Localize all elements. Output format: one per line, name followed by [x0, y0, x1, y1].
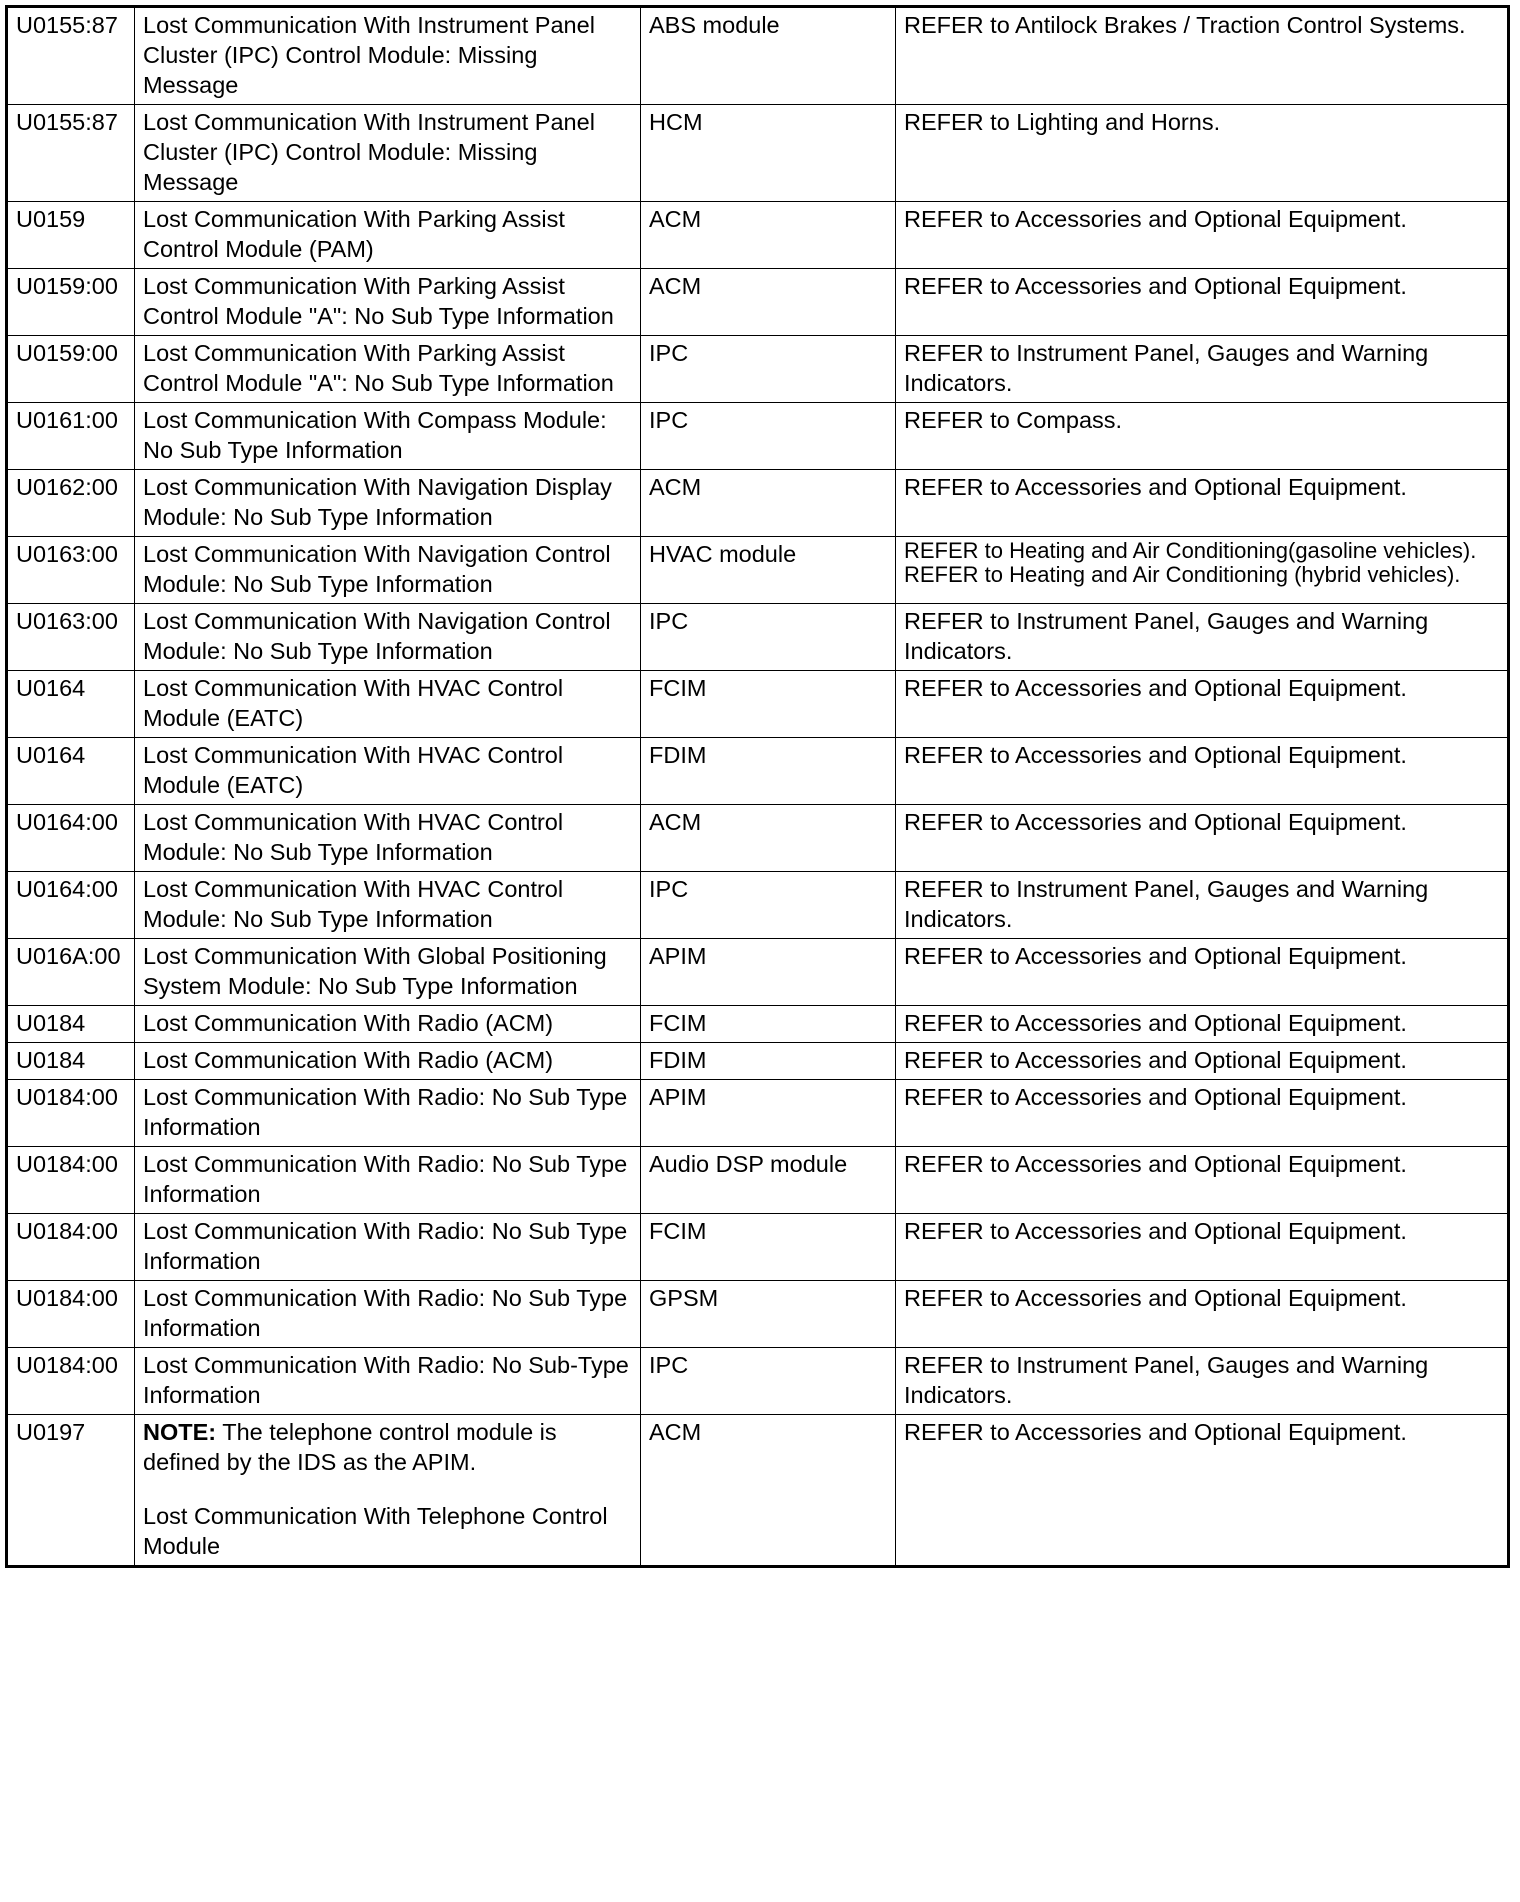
- dtc-module: FDIM: [641, 738, 896, 805]
- dtc-description: Lost Communication With Radio: No Sub Type Information: [135, 1147, 641, 1214]
- dtc-description: Lost Communication With Radio: No Sub Type Information: [135, 1281, 641, 1348]
- dtc-module: FDIM: [641, 1043, 896, 1080]
- table-row: [7, 738, 1509, 805]
- dtc-module: Audio DSP module: [641, 1147, 896, 1214]
- table-row: [7, 1415, 1509, 1567]
- dtc-module: IPC: [641, 336, 896, 403]
- dtc-action: REFER to Instrument Panel, Gauges and Warning Indicators.: [896, 872, 1509, 939]
- dtc-module: IPC: [641, 604, 896, 671]
- dtc-code: U0184:00: [7, 1147, 135, 1214]
- dtc-description: Lost Communication With Parking Assist Control Module "A": No Sub Type Information: [135, 269, 641, 336]
- dtc-description: Lost Communication With HVAC Control Module: No Sub Type Information: [135, 805, 641, 872]
- dtc-module: IPC: [641, 1348, 896, 1415]
- dtc-module: ACM: [641, 1415, 896, 1567]
- table-row: [7, 1281, 1509, 1348]
- dtc-description: Lost Communication With Radio (ACM): [135, 1006, 641, 1043]
- dtc-action: REFER to Accessories and Optional Equipment.: [896, 805, 1509, 872]
- dtc-description: Lost Communication With Radio: No Sub-Type Information: [135, 1348, 641, 1415]
- dtc-action: REFER to Instrument Panel, Gauges and Warning Indicators.: [896, 336, 1509, 403]
- dtc-code: U0162:00: [7, 470, 135, 537]
- dtc-description: Lost Communication With Navigation Display Module: No Sub Type Information: [135, 470, 641, 537]
- dtc-action: REFER to Accessories and Optional Equipment.: [896, 1214, 1509, 1281]
- dtc-description: Lost Communication With HVAC Control Module (EATC): [135, 738, 641, 805]
- dtc-description: Lost Communication With Radio: No Sub Type Information: [135, 1080, 641, 1147]
- dtc-code: U0184: [7, 1006, 135, 1043]
- dtc-action: REFER to Instrument Panel, Gauges and Warning Indicators.: [896, 1348, 1509, 1415]
- dtc-description-cell: [135, 1415, 641, 1567]
- dtc-module: HCM: [641, 105, 896, 202]
- dtc-code: U0164: [7, 671, 135, 738]
- table-row: [7, 403, 1509, 470]
- dtc-code: U0159:00: [7, 269, 135, 336]
- dtc-action: REFER to Compass.: [896, 403, 1509, 470]
- table-row: [7, 872, 1509, 939]
- table-row: [7, 1348, 1509, 1415]
- dtc-code: U0184:00: [7, 1080, 135, 1147]
- dtc-description: Lost Communication With Navigation Control Module: No Sub Type Information: [135, 537, 641, 604]
- table-row: [7, 470, 1509, 537]
- dtc-module: IPC: [641, 403, 896, 470]
- dtc-module: APIM: [641, 1080, 896, 1147]
- dtc-module: FCIM: [641, 1006, 896, 1043]
- dtc-code: U0184: [7, 1043, 135, 1080]
- dtc-module: ACM: [641, 805, 896, 872]
- note-label: NOTE:: [143, 1419, 217, 1445]
- dtc-code: U0184:00: [7, 1348, 135, 1415]
- dtc-description: Lost Communication With Parking Assist Control Module (PAM): [135, 202, 641, 269]
- dtc-description: Lost Communication With HVAC Control Module: No Sub Type Information: [135, 872, 641, 939]
- table-row: [7, 336, 1509, 403]
- dtc-table: [5, 5, 1510, 1568]
- dtc-module: FCIM: [641, 1214, 896, 1281]
- table-row: [7, 1214, 1509, 1281]
- dtc-description: Lost Communication With Parking Assist Control Module "A": No Sub Type Information: [135, 336, 641, 403]
- dtc-action: REFER to Accessories and Optional Equipment.: [896, 738, 1509, 805]
- dtc-module: FCIM: [641, 671, 896, 738]
- dtc-action: REFER to Accessories and Optional Equipment.: [896, 1415, 1509, 1567]
- table-row: [7, 805, 1509, 872]
- table-row: [7, 1147, 1509, 1214]
- dtc-description: Lost Communication With Instrument Panel Cluster (IPC) Control Module: Missing Message: [135, 105, 641, 202]
- dtc-description: Lost Communication With Global Positioning System Module: No Sub Type Information: [135, 939, 641, 1006]
- dtc-code: U0197: [7, 1415, 135, 1567]
- dtc-description: Lost Communication With Radio (ACM): [135, 1043, 641, 1080]
- dtc-code: U0163:00: [7, 604, 135, 671]
- table-row: [7, 1006, 1509, 1043]
- dtc-action: REFER to Accessories and Optional Equipment.: [896, 671, 1509, 738]
- dtc-description: Lost Communication With Telephone Control Module: [143, 1503, 608, 1559]
- dtc-code: U0159:00: [7, 336, 135, 403]
- dtc-action: REFER to Accessories and Optional Equipment.: [896, 470, 1509, 537]
- table-row: [7, 202, 1509, 269]
- dtc-module: ACM: [641, 202, 896, 269]
- dtc-action: REFER to Accessories and Optional Equipment.: [896, 1080, 1509, 1147]
- table-row: [7, 604, 1509, 671]
- dtc-module: IPC: [641, 872, 896, 939]
- dtc-action: REFER to Accessories and Optional Equipment.: [896, 1006, 1509, 1043]
- dtc-module: ACM: [641, 269, 896, 336]
- dtc-action: REFER to Heating and Air Conditioning(gasoline vehicles). REFER to Heating and Air Conditioning (hybrid vehicles).: [896, 537, 1509, 604]
- dtc-action: REFER to Accessories and Optional Equipment.: [896, 939, 1509, 1006]
- table-row: [7, 269, 1509, 336]
- table-row: [7, 1043, 1509, 1080]
- dtc-action: REFER to Accessories and Optional Equipment.: [896, 1281, 1509, 1348]
- dtc-description: Lost Communication With Navigation Control Module: No Sub Type Information: [135, 604, 641, 671]
- table-row: [7, 939, 1509, 1006]
- dtc-action: REFER to Instrument Panel, Gauges and Warning Indicators.: [896, 604, 1509, 671]
- dtc-module: ABS module: [641, 7, 896, 105]
- dtc-code: U0161:00: [7, 403, 135, 470]
- table-row: [7, 105, 1509, 202]
- table-row: [7, 671, 1509, 738]
- dtc-action: REFER to Accessories and Optional Equipment.: [896, 1043, 1509, 1080]
- dtc-module: ACM: [641, 470, 896, 537]
- dtc-code: U0159: [7, 202, 135, 269]
- dtc-code: U0164:00: [7, 872, 135, 939]
- dtc-action: REFER to Accessories and Optional Equipment.: [896, 1147, 1509, 1214]
- table-row: [7, 1080, 1509, 1147]
- dtc-action: REFER to Accessories and Optional Equipment.: [896, 202, 1509, 269]
- dtc-description: Lost Communication With Compass Module: No Sub Type Information: [135, 403, 641, 470]
- dtc-description: Lost Communication With Radio: No Sub Type Information: [135, 1214, 641, 1281]
- dtc-code: U0155:87: [7, 105, 135, 202]
- dtc-code: U0164: [7, 738, 135, 805]
- dtc-action: REFER to Antilock Brakes / Traction Control Systems.: [896, 7, 1509, 105]
- dtc-code: U016A:00: [7, 939, 135, 1006]
- dtc-action: REFER to Lighting and Horns.: [896, 105, 1509, 202]
- table-row: [7, 537, 1509, 604]
- dtc-code: U0163:00: [7, 537, 135, 604]
- dtc-module: HVAC module: [641, 537, 896, 604]
- dtc-code: U0184:00: [7, 1281, 135, 1348]
- table-row: [7, 7, 1509, 105]
- dtc-action: REFER to Accessories and Optional Equipment.: [896, 269, 1509, 336]
- dtc-description: Lost Communication With HVAC Control Module (EATC): [135, 671, 641, 738]
- dtc-code: U0155:87: [7, 7, 135, 105]
- dtc-code: U0184:00: [7, 1214, 135, 1281]
- dtc-module: APIM: [641, 939, 896, 1006]
- dtc-module: GPSM: [641, 1281, 896, 1348]
- dtc-code: U0164:00: [7, 805, 135, 872]
- dtc-description: Lost Communication With Instrument Panel Cluster (IPC) Control Module: Missing Message: [135, 7, 641, 105]
- note-text: The telephone control module is defined by the IDS as the APIM.: [143, 1419, 557, 1475]
- note-paragraph: [143, 1417, 632, 1477]
